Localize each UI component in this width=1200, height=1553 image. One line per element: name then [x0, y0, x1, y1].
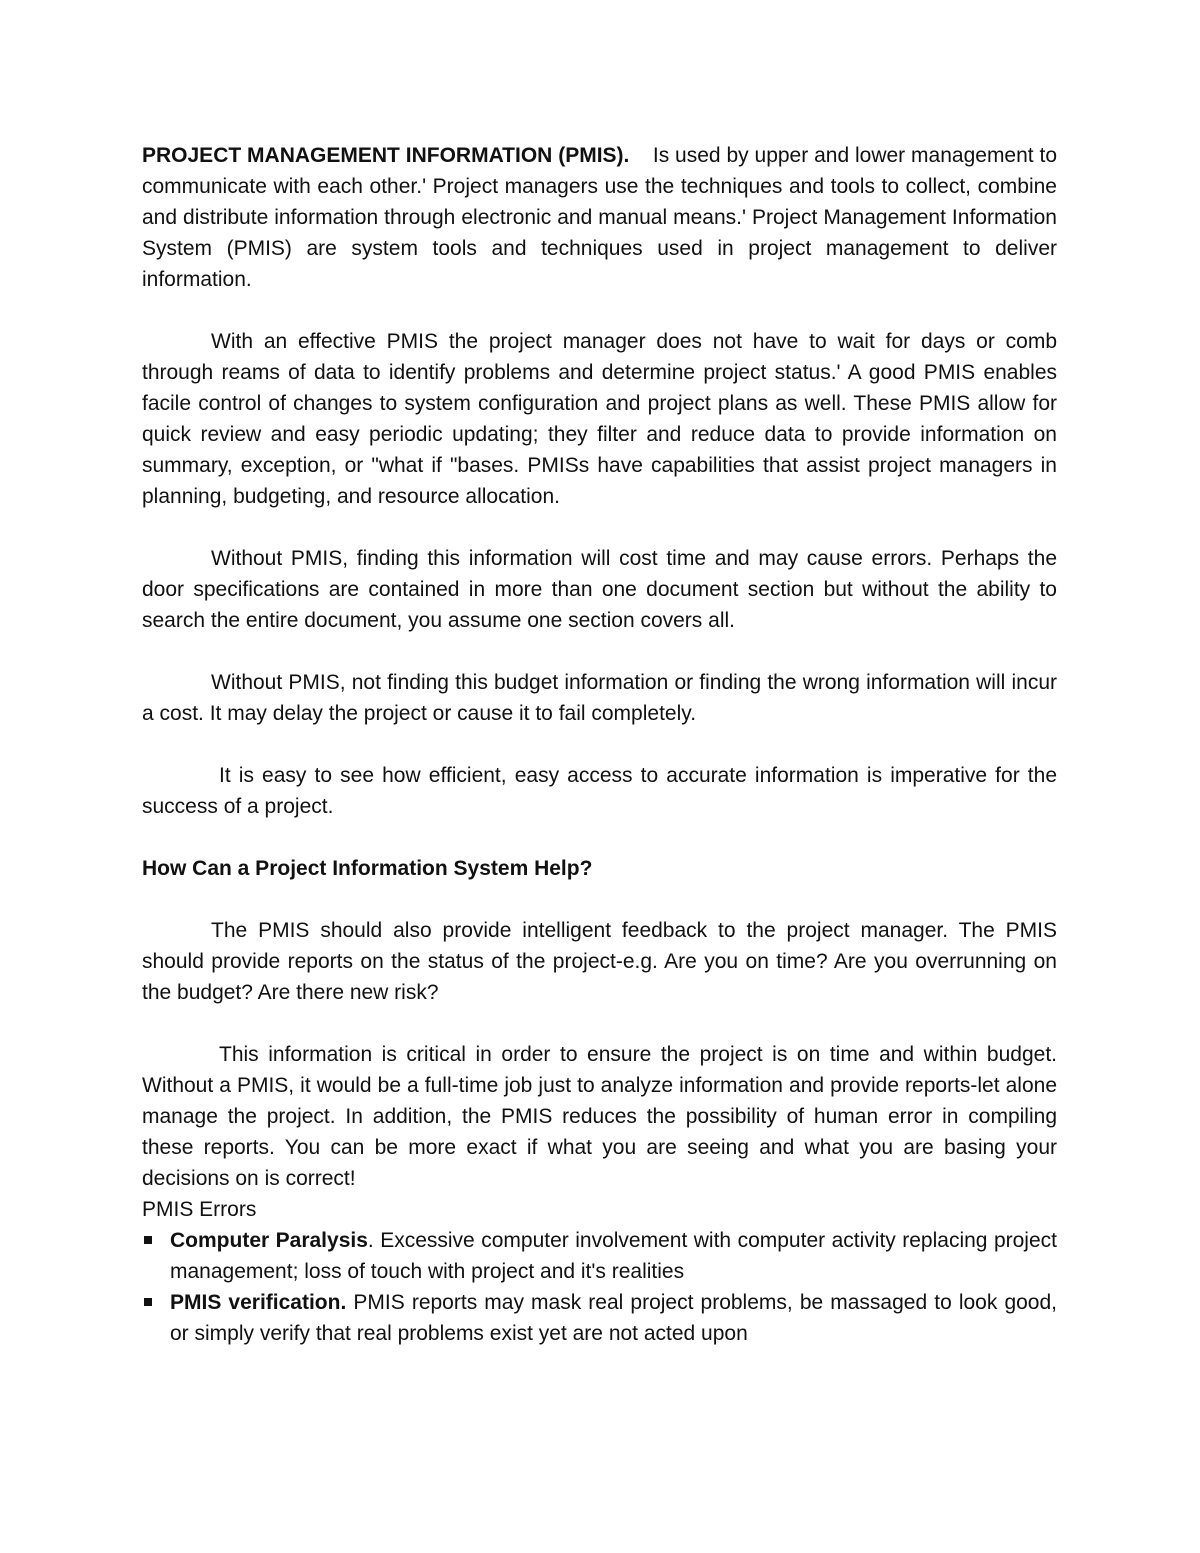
error-text: PMIS reports may mask real project problems, be massaged to look good, or simply verify that real problems exist yet are not acted upon: [170, 1291, 1058, 1345]
square-bullet-icon: [144, 1298, 152, 1306]
errors-label: PMIS Errors: [142, 1198, 257, 1221]
errors-list: [142, 1225, 1057, 1349]
paragraph-without-pmis-errors: Without PMIS, finding this information will cost time and may cause errors. Perhaps the door specifications are contained in more than one document section but without the ability to search the entire document, you assume one section covers all.: [142, 547, 1057, 632]
square-bullet-icon: [144, 1236, 152, 1244]
list-item: [142, 1287, 1057, 1349]
error-term: Computer Paralysis: [170, 1229, 368, 1252]
document-page: [142, 140, 1057, 1349]
paragraph-without-pmis-cost: Without PMIS, not finding this budget information or finding the wrong information will incur a cost. It may delay the project or cause it to fail completely.: [142, 671, 1057, 725]
paragraph-easy-access: It is easy to see how efficient, easy access to accurate information is imperative for the success of a project.: [142, 764, 1057, 818]
intro-title: PROJECT MANAGEMENT INFORMATION (PMIS).: [142, 144, 630, 167]
section-heading: How Can a Project Information System Help?: [142, 857, 593, 880]
intro-paragraph: [142, 140, 1057, 295]
paragraph-critical-information: This information is critical in order to ensure the project is on time and within budget. Without a PMIS, it would be a full-time job just to analyze information and provide reports-let alone manage the project. In addition, the PMIS reduces the possibility of human error in compiling these reports. You can be more exact if what you are seeing and what you are basing your decisions on is correct!: [142, 1043, 1057, 1190]
error-term: PMIS verification.: [170, 1291, 347, 1314]
paragraph-effective-pmis: With an effective PMIS the project manager does not have to wait for days or comb through reams of data to identify problems and determine project status.' A good PMIS enables facile control of changes to system configuration and project plans as well. These PMIS allow for quick review and easy periodic updating; they filter and reduce data to provide information on summary, exception, or "what if "bases. PMISs have capabilities that assist project managers in planning, budgeting, and resource allocation.: [142, 330, 1057, 508]
intro-text: Is used by upper and lower management to communicate with each other.' Project managers use the techniques and tools to collect, combine and distribute information through electronic and manual means.' Project Management Information System (PMIS) are system tools and techniques used in project management to deliver information.: [142, 144, 1058, 291]
error-text: . Excessive computer involvement with computer activity replacing project management; loss of touch with project and it's realities: [170, 1229, 1057, 1283]
paragraph-intelligent-feedback: The PMIS should also provide intelligent feedback to the project manager. The PMIS should provide reports on the status of the project-e.g. Are you on time? Are you overrunning on the budget? Are there new risk?: [142, 919, 1057, 1004]
list-item: [142, 1225, 1057, 1287]
